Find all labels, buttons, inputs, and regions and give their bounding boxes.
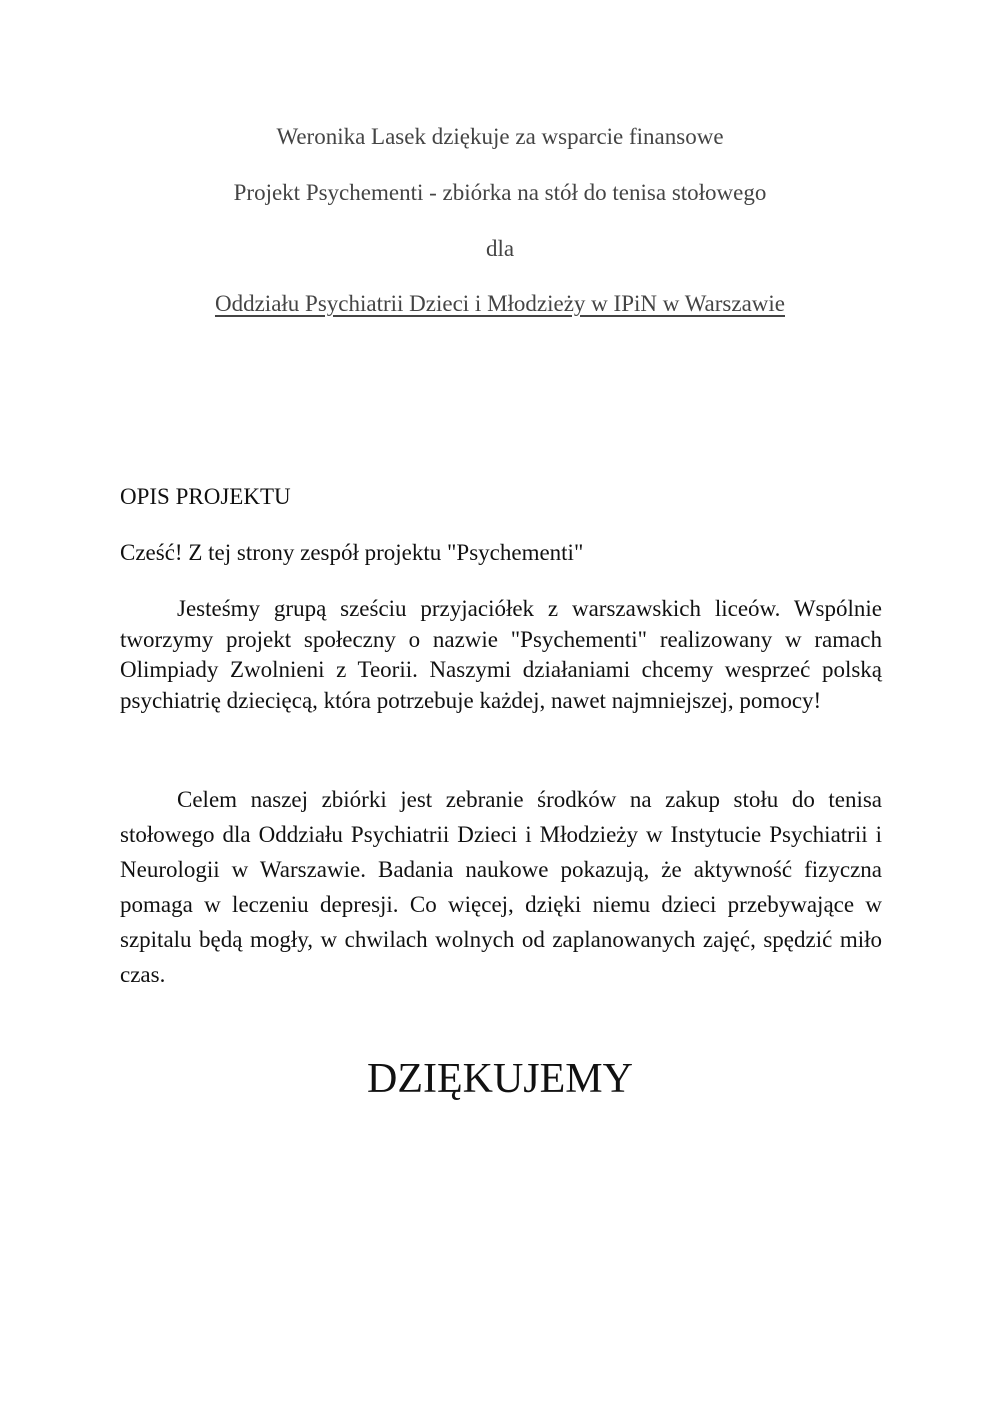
thanks-donor-line: Weronika Lasek dziękuje za wsparcie finansowe xyxy=(276,124,724,149)
section-title: OPIS PROJEKTU xyxy=(120,484,291,509)
greeting-text: Cześć! Z tej strony zespół projektu "Psychementi" xyxy=(120,540,584,565)
recipient-ward-line: Oddziału Psychiatrii Dzieci i Młodzieży w IPiN w Warszawie xyxy=(214,291,785,316)
fundraiser-goal-paragraph: Celem naszej zbiórki jest zebranie środków na zakup stołu do tenisa stołowego dla Oddziału Psychiatrii Dzieci i Młodzieży w Instytucie Psychiatrii i Neurologii w Warszawie. Badania naukowe pokazują, że aktywność fizyczna pomaga w leczeniu depresji. Co więcej, dzięki niemu dzieci przebywające w szpitalu będą mogły, w chwilach wolnych od zaplanowanych zajęć, spędzić miło czas. xyxy=(120,787,882,987)
thank-you-heading: DZIĘKUJEMY xyxy=(367,1056,633,1102)
project-description-paragraph: Jesteśmy grupą sześciu przyjaciółek z warszawskich liceów. Wspólnie tworzymy projekt społeczny o nazwie "Psychementi" realizowany w ramach Olimpiady Zwolnieni z Teorii. Naszymi działaniami chcemy wesprzeć polską psychiatrię dziecięcą, która potrzebuje każdej, nawet najmniejszej, pomocy! xyxy=(120,596,882,713)
project-fundraiser-line: Projekt Psychementi - zbiórka na stół do tenisa stołowego xyxy=(233,180,767,205)
for-line: dla xyxy=(485,236,515,261)
